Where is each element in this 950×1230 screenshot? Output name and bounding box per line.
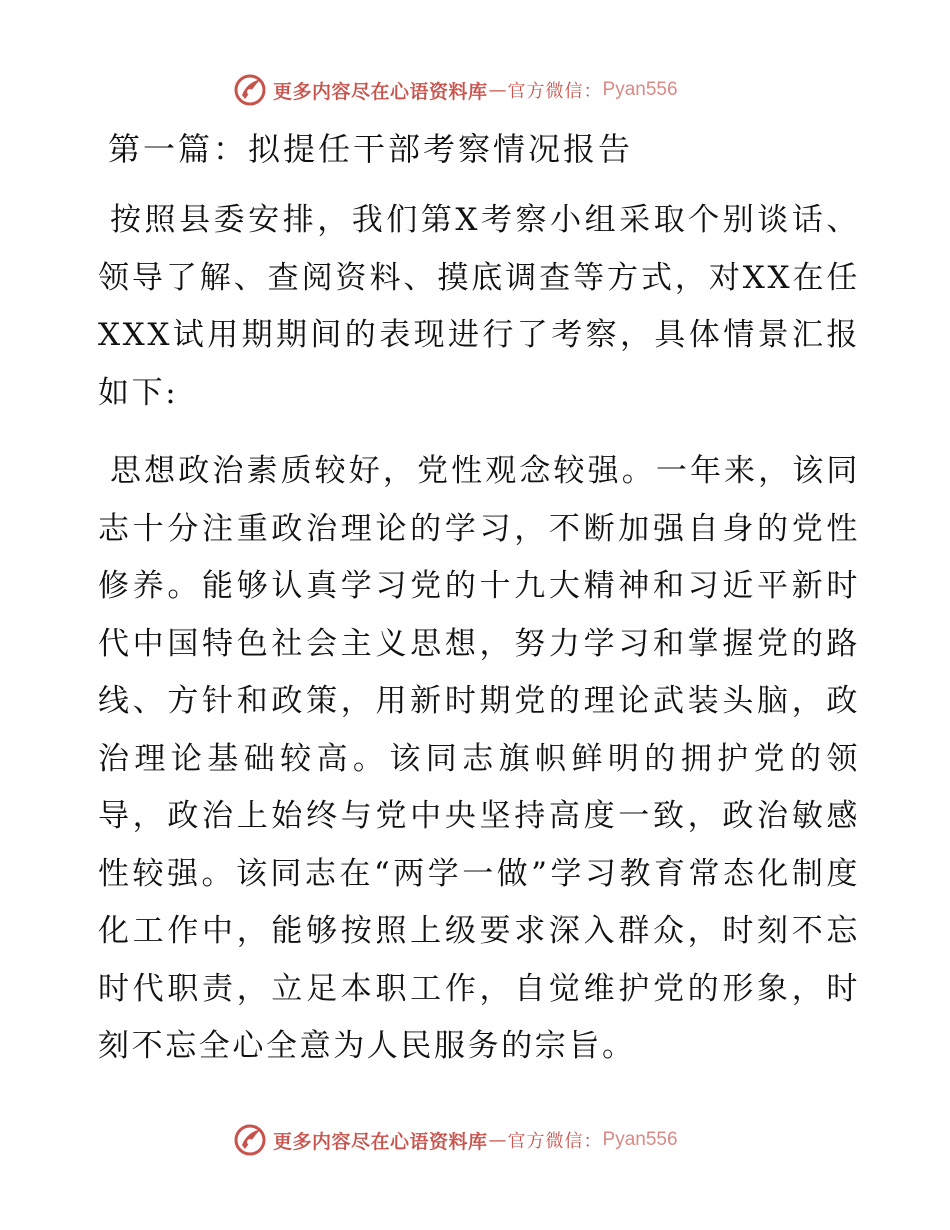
banner-main-text: 更多内容尽在心语资料库 bbox=[273, 80, 488, 103]
paragraph-political-quality: 思想政治素质较好，党性观念较强。一年来，该同志十分注重政治理论的学习，不断加强自身的党性修养。能够认真学习党的十九大精神和习近平新时代中国特色社会主义思想，努力学习和掌握党的路线、方针和政策，用新时期党的理论武装头脑，政治理论基础较高。该同志旗帜鲜明的拥护党的领导，政治上始终与党中央坚持高度一致，政治敏感性较强。该同志在“两学一做”学习教育常态化制度化工作中，能够按照上级要求深入群众，时刻不忘时代职责，立足本职工作，自觉维护党的形象，时刻不忘全心全意为人民服务的宗旨。 bbox=[98, 453, 860, 1064]
banner-main-text: 更多内容尽在心语资料库 bbox=[273, 1130, 488, 1153]
banner-separator: — bbox=[488, 79, 507, 101]
banner-separator: — bbox=[488, 1129, 507, 1151]
brand-logo-icon bbox=[233, 73, 267, 107]
footer-banner bbox=[233, 1120, 678, 1160]
header-banner bbox=[233, 70, 678, 110]
document-title: 第一篇：拟提任干部考察情况报告 bbox=[108, 130, 634, 168]
banner-account-label: 官方微信： bbox=[507, 1131, 603, 1152]
banner-account-id: Pyan556 bbox=[602, 79, 678, 100]
brand-logo-icon bbox=[233, 1123, 267, 1157]
banner-account-id: Pyan556 bbox=[602, 1129, 678, 1150]
banner-account-label: 官方微信： bbox=[507, 81, 603, 102]
paragraph-intro: 按照县委安排，我们第X考察小组采取个别谈话、领导了解、查阅资料、摸底调查等方式，对XX在任XXX试用期期间的表现进行了考察，具体情景汇报如下: bbox=[98, 202, 860, 411]
